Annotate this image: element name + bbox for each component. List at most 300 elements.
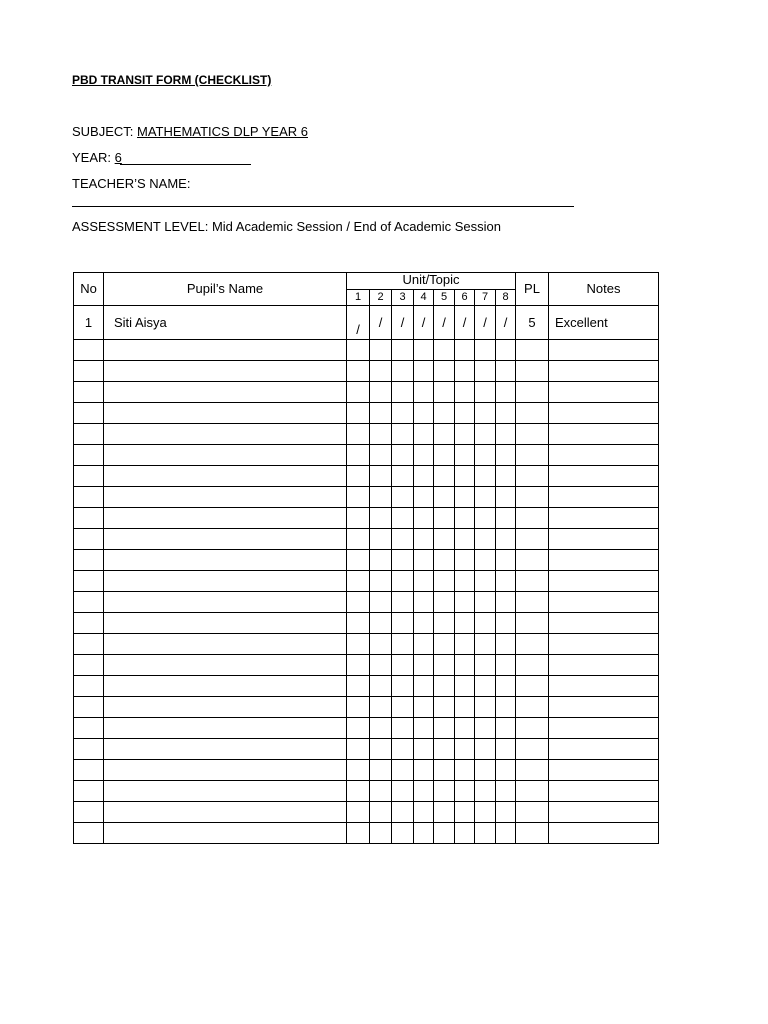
row-pupil-name[interactable] bbox=[104, 718, 347, 739]
row-notes[interactable] bbox=[549, 424, 659, 445]
row-unit-7-tick[interactable] bbox=[475, 760, 496, 781]
row-no[interactable] bbox=[74, 781, 104, 802]
row-notes[interactable] bbox=[549, 592, 659, 613]
row-pl[interactable] bbox=[516, 487, 549, 508]
row-unit-3-tick[interactable] bbox=[392, 781, 414, 802]
row-unit-5-tick[interactable] bbox=[434, 403, 455, 424]
row-no[interactable] bbox=[74, 361, 104, 382]
row-no[interactable] bbox=[74, 634, 104, 655]
row-notes[interactable]: Excellent bbox=[549, 306, 659, 340]
row-unit-2-tick[interactable] bbox=[370, 382, 392, 403]
row-unit-3-tick[interactable] bbox=[392, 802, 414, 823]
row-pl[interactable] bbox=[516, 676, 549, 697]
row-unit-7-tick[interactable] bbox=[475, 718, 496, 739]
row-unit-5-tick[interactable] bbox=[434, 445, 455, 466]
row-unit-8-tick[interactable] bbox=[496, 802, 516, 823]
row-unit-2-tick[interactable] bbox=[370, 571, 392, 592]
row-unit-4-tick[interactable] bbox=[414, 424, 434, 445]
row-unit-5-tick[interactable] bbox=[434, 487, 455, 508]
row-notes[interactable] bbox=[549, 781, 659, 802]
row-no[interactable] bbox=[74, 340, 104, 361]
row-notes[interactable] bbox=[549, 718, 659, 739]
row-unit-2-tick[interactable] bbox=[370, 424, 392, 445]
row-unit-5-tick[interactable] bbox=[434, 571, 455, 592]
row-unit-8-tick[interactable] bbox=[496, 655, 516, 676]
row-unit-6-tick[interactable] bbox=[455, 487, 475, 508]
row-unit-5-tick[interactable] bbox=[434, 424, 455, 445]
row-unit-8-tick[interactable] bbox=[496, 697, 516, 718]
row-pl[interactable] bbox=[516, 802, 549, 823]
row-pl[interactable] bbox=[516, 340, 549, 361]
row-notes[interactable] bbox=[549, 466, 659, 487]
row-unit-2-tick[interactable] bbox=[370, 529, 392, 550]
row-unit-7-tick[interactable] bbox=[475, 781, 496, 802]
row-unit-8-tick[interactable] bbox=[496, 571, 516, 592]
row-no[interactable] bbox=[74, 760, 104, 781]
row-unit-7-tick[interactable] bbox=[475, 424, 496, 445]
row-unit-5-tick[interactable] bbox=[434, 340, 455, 361]
row-unit-4-tick[interactable] bbox=[414, 823, 434, 844]
row-no[interactable] bbox=[74, 655, 104, 676]
row-unit-3-tick[interactable] bbox=[392, 361, 414, 382]
row-unit-8-tick[interactable] bbox=[496, 739, 516, 760]
row-unit-8-tick[interactable] bbox=[496, 403, 516, 424]
row-pupil-name[interactable] bbox=[104, 592, 347, 613]
row-no[interactable] bbox=[74, 739, 104, 760]
row-unit-5-tick[interactable] bbox=[434, 592, 455, 613]
row-unit-5-tick[interactable] bbox=[434, 823, 455, 844]
row-pupil-name[interactable] bbox=[104, 529, 347, 550]
row-unit-8-tick[interactable] bbox=[496, 382, 516, 403]
row-unit-7-tick[interactable] bbox=[475, 697, 496, 718]
row-unit-3-tick[interactable] bbox=[392, 466, 414, 487]
row-unit-6-tick[interactable] bbox=[455, 739, 475, 760]
row-unit-8-tick[interactable] bbox=[496, 823, 516, 844]
row-unit-3-tick[interactable] bbox=[392, 487, 414, 508]
row-no[interactable]: 1 bbox=[74, 306, 104, 340]
row-pupil-name[interactable] bbox=[104, 655, 347, 676]
row-unit-5-tick[interactable] bbox=[434, 697, 455, 718]
row-pl[interactable] bbox=[516, 634, 549, 655]
row-unit-3-tick[interactable] bbox=[392, 571, 414, 592]
row-no[interactable] bbox=[74, 445, 104, 466]
row-unit-7-tick[interactable] bbox=[475, 592, 496, 613]
row-unit-7-tick[interactable] bbox=[475, 739, 496, 760]
row-unit-2-tick[interactable] bbox=[370, 340, 392, 361]
row-unit-8-tick[interactable] bbox=[496, 487, 516, 508]
row-unit-1-tick[interactable] bbox=[347, 340, 370, 361]
row-no[interactable] bbox=[74, 571, 104, 592]
row-pupil-name[interactable]: Siti Aisya bbox=[104, 306, 347, 340]
row-pl[interactable] bbox=[516, 760, 549, 781]
row-notes[interactable] bbox=[549, 382, 659, 403]
row-unit-5-tick[interactable] bbox=[434, 361, 455, 382]
row-notes[interactable] bbox=[549, 676, 659, 697]
row-unit-6-tick[interactable] bbox=[455, 340, 475, 361]
row-unit-5-tick[interactable] bbox=[434, 634, 455, 655]
row-unit-6-tick[interactable] bbox=[455, 382, 475, 403]
row-unit-7-tick[interactable] bbox=[475, 823, 496, 844]
row-unit-1-tick[interactable] bbox=[347, 823, 370, 844]
row-unit-6-tick[interactable]: / bbox=[455, 306, 475, 340]
row-unit-3-tick[interactable] bbox=[392, 508, 414, 529]
row-unit-4-tick[interactable]: / bbox=[414, 306, 434, 340]
row-pl[interactable] bbox=[516, 739, 549, 760]
row-unit-6-tick[interactable] bbox=[455, 718, 475, 739]
row-notes[interactable] bbox=[549, 361, 659, 382]
row-unit-4-tick[interactable] bbox=[414, 361, 434, 382]
row-unit-6-tick[interactable] bbox=[455, 445, 475, 466]
row-unit-7-tick[interactable] bbox=[475, 613, 496, 634]
row-unit-1-tick[interactable] bbox=[347, 655, 370, 676]
row-unit-4-tick[interactable] bbox=[414, 382, 434, 403]
row-unit-8-tick[interactable] bbox=[496, 613, 516, 634]
row-unit-8-tick[interactable] bbox=[496, 718, 516, 739]
row-unit-5-tick[interactable] bbox=[434, 613, 455, 634]
row-pl[interactable] bbox=[516, 655, 549, 676]
row-unit-5-tick[interactable] bbox=[434, 508, 455, 529]
row-pupil-name[interactable] bbox=[104, 760, 347, 781]
row-unit-3-tick[interactable] bbox=[392, 340, 414, 361]
row-pl[interactable] bbox=[516, 508, 549, 529]
row-unit-6-tick[interactable] bbox=[455, 550, 475, 571]
row-no[interactable] bbox=[74, 550, 104, 571]
row-unit-6-tick[interactable] bbox=[455, 802, 475, 823]
row-unit-1-tick[interactable] bbox=[347, 361, 370, 382]
row-notes[interactable] bbox=[549, 697, 659, 718]
row-unit-2-tick[interactable] bbox=[370, 550, 392, 571]
row-pupil-name[interactable] bbox=[104, 676, 347, 697]
row-unit-4-tick[interactable] bbox=[414, 571, 434, 592]
row-unit-7-tick[interactable] bbox=[475, 403, 496, 424]
row-notes[interactable] bbox=[549, 529, 659, 550]
row-pupil-name[interactable] bbox=[104, 823, 347, 844]
row-notes[interactable] bbox=[549, 802, 659, 823]
row-notes[interactable] bbox=[549, 508, 659, 529]
row-unit-6-tick[interactable] bbox=[455, 823, 475, 844]
row-unit-5-tick[interactable] bbox=[434, 466, 455, 487]
row-no[interactable] bbox=[74, 529, 104, 550]
row-unit-7-tick[interactable] bbox=[475, 571, 496, 592]
row-unit-1-tick[interactable] bbox=[347, 697, 370, 718]
row-unit-4-tick[interactable] bbox=[414, 613, 434, 634]
row-unit-7-tick[interactable] bbox=[475, 487, 496, 508]
row-unit-6-tick[interactable] bbox=[455, 403, 475, 424]
row-notes[interactable] bbox=[549, 445, 659, 466]
row-unit-4-tick[interactable] bbox=[414, 487, 434, 508]
row-unit-3-tick[interactable] bbox=[392, 403, 414, 424]
row-unit-6-tick[interactable] bbox=[455, 613, 475, 634]
row-unit-2-tick[interactable] bbox=[370, 739, 392, 760]
row-unit-1-tick[interactable] bbox=[347, 676, 370, 697]
row-unit-1-tick[interactable] bbox=[347, 760, 370, 781]
row-unit-5-tick[interactable] bbox=[434, 760, 455, 781]
row-unit-6-tick[interactable] bbox=[455, 361, 475, 382]
row-unit-3-tick[interactable] bbox=[392, 592, 414, 613]
row-pl[interactable] bbox=[516, 781, 549, 802]
row-unit-1-tick[interactable] bbox=[347, 508, 370, 529]
row-pl[interactable] bbox=[516, 592, 549, 613]
row-unit-4-tick[interactable] bbox=[414, 634, 434, 655]
row-unit-4-tick[interactable] bbox=[414, 739, 434, 760]
row-pl[interactable] bbox=[516, 571, 549, 592]
row-unit-1-tick[interactable] bbox=[347, 529, 370, 550]
row-unit-4-tick[interactable] bbox=[414, 508, 434, 529]
row-unit-1-tick[interactable] bbox=[347, 466, 370, 487]
row-unit-8-tick[interactable] bbox=[496, 445, 516, 466]
row-unit-4-tick[interactable] bbox=[414, 655, 434, 676]
row-pl[interactable] bbox=[516, 403, 549, 424]
row-unit-4-tick[interactable] bbox=[414, 676, 434, 697]
row-unit-8-tick[interactable] bbox=[496, 424, 516, 445]
row-pl[interactable] bbox=[516, 697, 549, 718]
row-unit-8-tick[interactable] bbox=[496, 550, 516, 571]
row-notes[interactable] bbox=[549, 550, 659, 571]
row-unit-6-tick[interactable] bbox=[455, 592, 475, 613]
row-unit-3-tick[interactable] bbox=[392, 529, 414, 550]
row-unit-3-tick[interactable] bbox=[392, 823, 414, 844]
row-notes[interactable] bbox=[549, 613, 659, 634]
row-notes[interactable] bbox=[549, 655, 659, 676]
row-unit-7-tick[interactable] bbox=[475, 466, 496, 487]
row-unit-8-tick[interactable] bbox=[496, 760, 516, 781]
row-unit-5-tick[interactable] bbox=[434, 676, 455, 697]
row-pupil-name[interactable] bbox=[104, 634, 347, 655]
row-no[interactable] bbox=[74, 403, 104, 424]
row-unit-3-tick[interactable] bbox=[392, 697, 414, 718]
row-pl[interactable] bbox=[516, 718, 549, 739]
row-unit-2-tick[interactable] bbox=[370, 487, 392, 508]
row-unit-2-tick[interactable] bbox=[370, 613, 392, 634]
row-unit-3-tick[interactable] bbox=[392, 424, 414, 445]
row-unit-1-tick[interactable] bbox=[347, 781, 370, 802]
row-no[interactable] bbox=[74, 676, 104, 697]
row-unit-6-tick[interactable] bbox=[455, 634, 475, 655]
row-unit-7-tick[interactable] bbox=[475, 529, 496, 550]
row-unit-4-tick[interactable] bbox=[414, 718, 434, 739]
row-unit-3-tick[interactable] bbox=[392, 676, 414, 697]
row-pupil-name[interactable] bbox=[104, 361, 347, 382]
row-no[interactable] bbox=[74, 697, 104, 718]
row-pupil-name[interactable] bbox=[104, 613, 347, 634]
row-unit-1-tick[interactable] bbox=[347, 382, 370, 403]
row-unit-8-tick[interactable] bbox=[496, 634, 516, 655]
row-unit-5-tick[interactable] bbox=[434, 739, 455, 760]
row-notes[interactable] bbox=[549, 340, 659, 361]
row-unit-6-tick[interactable] bbox=[455, 466, 475, 487]
row-notes[interactable] bbox=[549, 487, 659, 508]
row-unit-2-tick[interactable] bbox=[370, 718, 392, 739]
row-no[interactable] bbox=[74, 508, 104, 529]
row-unit-6-tick[interactable] bbox=[455, 676, 475, 697]
row-unit-5-tick[interactable]: / bbox=[434, 306, 455, 340]
row-pl[interactable] bbox=[516, 382, 549, 403]
row-unit-8-tick[interactable] bbox=[496, 508, 516, 529]
row-pupil-name[interactable] bbox=[104, 445, 347, 466]
row-unit-3-tick[interactable] bbox=[392, 760, 414, 781]
row-unit-3-tick[interactable]: / bbox=[392, 306, 414, 340]
row-unit-4-tick[interactable] bbox=[414, 403, 434, 424]
row-unit-4-tick[interactable] bbox=[414, 445, 434, 466]
row-unit-2-tick[interactable]: / bbox=[370, 306, 392, 340]
row-unit-3-tick[interactable] bbox=[392, 382, 414, 403]
row-unit-4-tick[interactable] bbox=[414, 781, 434, 802]
row-unit-1-tick[interactable] bbox=[347, 403, 370, 424]
row-unit-5-tick[interactable] bbox=[434, 529, 455, 550]
row-unit-1-tick[interactable] bbox=[347, 445, 370, 466]
row-unit-2-tick[interactable] bbox=[370, 823, 392, 844]
row-unit-2-tick[interactable] bbox=[370, 634, 392, 655]
row-notes[interactable] bbox=[549, 760, 659, 781]
row-notes[interactable] bbox=[549, 739, 659, 760]
row-unit-8-tick[interactable] bbox=[496, 592, 516, 613]
row-unit-5-tick[interactable] bbox=[434, 550, 455, 571]
row-unit-7-tick[interactable]: / bbox=[475, 306, 496, 340]
row-unit-7-tick[interactable] bbox=[475, 361, 496, 382]
row-pl[interactable] bbox=[516, 550, 549, 571]
row-unit-2-tick[interactable] bbox=[370, 781, 392, 802]
row-unit-2-tick[interactable] bbox=[370, 508, 392, 529]
row-unit-2-tick[interactable] bbox=[370, 655, 392, 676]
row-unit-7-tick[interactable] bbox=[475, 655, 496, 676]
row-pupil-name[interactable] bbox=[104, 424, 347, 445]
row-unit-7-tick[interactable] bbox=[475, 445, 496, 466]
row-pl[interactable]: 5 bbox=[516, 306, 549, 340]
row-pupil-name[interactable] bbox=[104, 739, 347, 760]
row-notes[interactable] bbox=[549, 571, 659, 592]
row-unit-5-tick[interactable] bbox=[434, 718, 455, 739]
row-unit-8-tick[interactable] bbox=[496, 676, 516, 697]
row-unit-1-tick[interactable] bbox=[347, 802, 370, 823]
row-pupil-name[interactable] bbox=[104, 508, 347, 529]
row-unit-7-tick[interactable] bbox=[475, 550, 496, 571]
row-unit-3-tick[interactable] bbox=[392, 739, 414, 760]
row-pupil-name[interactable] bbox=[104, 487, 347, 508]
row-unit-3-tick[interactable] bbox=[392, 634, 414, 655]
row-unit-4-tick[interactable] bbox=[414, 697, 434, 718]
row-unit-7-tick[interactable] bbox=[475, 382, 496, 403]
row-pupil-name[interactable] bbox=[104, 466, 347, 487]
row-pl[interactable] bbox=[516, 823, 549, 844]
row-no[interactable] bbox=[74, 487, 104, 508]
row-unit-6-tick[interactable] bbox=[455, 781, 475, 802]
row-no[interactable] bbox=[74, 613, 104, 634]
row-unit-8-tick[interactable] bbox=[496, 529, 516, 550]
row-unit-1-tick[interactable] bbox=[347, 592, 370, 613]
row-unit-4-tick[interactable] bbox=[414, 760, 434, 781]
row-pupil-name[interactable] bbox=[104, 382, 347, 403]
row-unit-5-tick[interactable] bbox=[434, 781, 455, 802]
row-pl[interactable] bbox=[516, 424, 549, 445]
row-unit-7-tick[interactable] bbox=[475, 508, 496, 529]
row-no[interactable] bbox=[74, 592, 104, 613]
row-unit-2-tick[interactable] bbox=[370, 445, 392, 466]
row-pupil-name[interactable] bbox=[104, 781, 347, 802]
row-unit-3-tick[interactable] bbox=[392, 550, 414, 571]
row-unit-1-tick[interactable]: / bbox=[347, 306, 370, 340]
row-notes[interactable] bbox=[549, 823, 659, 844]
row-unit-6-tick[interactable] bbox=[455, 697, 475, 718]
row-no[interactable] bbox=[74, 823, 104, 844]
row-unit-4-tick[interactable] bbox=[414, 466, 434, 487]
row-unit-7-tick[interactable] bbox=[475, 676, 496, 697]
row-pl[interactable] bbox=[516, 466, 549, 487]
row-unit-4-tick[interactable] bbox=[414, 592, 434, 613]
row-unit-6-tick[interactable] bbox=[455, 508, 475, 529]
row-unit-1-tick[interactable] bbox=[347, 739, 370, 760]
row-no[interactable] bbox=[74, 382, 104, 403]
row-pupil-name[interactable] bbox=[104, 550, 347, 571]
row-unit-7-tick[interactable] bbox=[475, 802, 496, 823]
row-unit-4-tick[interactable] bbox=[414, 802, 434, 823]
row-unit-4-tick[interactable] bbox=[414, 529, 434, 550]
row-unit-2-tick[interactable] bbox=[370, 466, 392, 487]
row-pupil-name[interactable] bbox=[104, 403, 347, 424]
row-unit-7-tick[interactable] bbox=[475, 340, 496, 361]
row-unit-8-tick[interactable] bbox=[496, 781, 516, 802]
row-unit-8-tick[interactable] bbox=[496, 466, 516, 487]
row-unit-6-tick[interactable] bbox=[455, 571, 475, 592]
row-unit-2-tick[interactable] bbox=[370, 676, 392, 697]
row-unit-1-tick[interactable] bbox=[347, 550, 370, 571]
row-pupil-name[interactable] bbox=[104, 340, 347, 361]
row-unit-5-tick[interactable] bbox=[434, 382, 455, 403]
row-unit-6-tick[interactable] bbox=[455, 424, 475, 445]
row-unit-6-tick[interactable] bbox=[455, 760, 475, 781]
row-unit-3-tick[interactable] bbox=[392, 613, 414, 634]
row-no[interactable] bbox=[74, 466, 104, 487]
row-unit-1-tick[interactable] bbox=[347, 424, 370, 445]
row-unit-8-tick[interactable]: / bbox=[496, 306, 516, 340]
row-pupil-name[interactable] bbox=[104, 697, 347, 718]
row-unit-6-tick[interactable] bbox=[455, 529, 475, 550]
row-unit-4-tick[interactable] bbox=[414, 340, 434, 361]
row-unit-1-tick[interactable] bbox=[347, 718, 370, 739]
row-pl[interactable] bbox=[516, 361, 549, 382]
row-pupil-name[interactable] bbox=[104, 571, 347, 592]
row-no[interactable] bbox=[74, 802, 104, 823]
row-notes[interactable] bbox=[549, 634, 659, 655]
row-unit-7-tick[interactable] bbox=[475, 634, 496, 655]
row-no[interactable] bbox=[74, 424, 104, 445]
row-notes[interactable] bbox=[549, 403, 659, 424]
row-unit-8-tick[interactable] bbox=[496, 340, 516, 361]
row-unit-5-tick[interactable] bbox=[434, 655, 455, 676]
row-pl[interactable] bbox=[516, 529, 549, 550]
row-unit-2-tick[interactable] bbox=[370, 592, 392, 613]
row-unit-2-tick[interactable] bbox=[370, 361, 392, 382]
row-unit-3-tick[interactable] bbox=[392, 655, 414, 676]
row-unit-8-tick[interactable] bbox=[496, 361, 516, 382]
row-unit-1-tick[interactable] bbox=[347, 571, 370, 592]
row-unit-2-tick[interactable] bbox=[370, 760, 392, 781]
row-pl[interactable] bbox=[516, 613, 549, 634]
row-no[interactable] bbox=[74, 718, 104, 739]
row-unit-1-tick[interactable] bbox=[347, 487, 370, 508]
row-unit-6-tick[interactable] bbox=[455, 655, 475, 676]
row-unit-3-tick[interactable] bbox=[392, 718, 414, 739]
row-pl[interactable] bbox=[516, 445, 549, 466]
row-unit-2-tick[interactable] bbox=[370, 403, 392, 424]
row-unit-3-tick[interactable] bbox=[392, 445, 414, 466]
row-unit-4-tick[interactable] bbox=[414, 550, 434, 571]
row-unit-1-tick[interactable] bbox=[347, 613, 370, 634]
row-unit-1-tick[interactable] bbox=[347, 634, 370, 655]
row-unit-2-tick[interactable] bbox=[370, 697, 392, 718]
row-unit-5-tick[interactable] bbox=[434, 802, 455, 823]
row-unit-2-tick[interactable] bbox=[370, 802, 392, 823]
row-pupil-name[interactable] bbox=[104, 802, 347, 823]
